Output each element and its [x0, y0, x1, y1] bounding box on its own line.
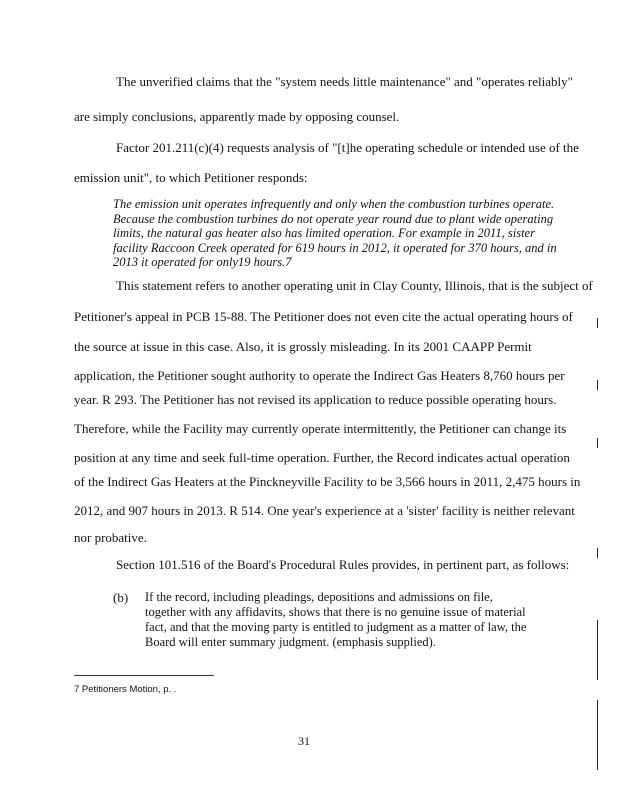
margin-mark [597, 548, 598, 558]
rule-line: Board will enter summary judgment. (emphasis supplied). [145, 635, 436, 649]
para3-line1: This statement refers to another operating unit in Clay County, Illinois, that is the subject of [116, 278, 593, 293]
margin-mark [597, 438, 598, 448]
rule-text [145, 590, 535, 650]
footnote: 7 Petitioners Motion, p. . [74, 684, 177, 695]
para4: Section 101.516 of the Board's Procedural Rules provides, in pertinent part, as follows: [116, 557, 570, 572]
rule-line: together with any affidavits, shows that there is no genuine issue of material [145, 605, 526, 619]
block-quote [113, 197, 557, 270]
page-number: 31 [298, 734, 310, 748]
quote-line: 2013 it operated for only19 hours.7 [113, 255, 292, 269]
margin-mark [597, 318, 598, 328]
para3-line7: position at any time and seek full-time operation. Further, the Record indicates actual operation [74, 450, 570, 465]
margin-mark [597, 620, 598, 680]
quote-line: Because the combustion turbines do not operate year round due to plant wide operating [113, 211, 554, 226]
quote-line: limits, the natural gas heater also has limited operation. For example in 2011, sister [113, 226, 535, 240]
quote-line: facility Raccoon Creek operated for 619 hours in 2012, it operated for 370 hours, and in [113, 240, 557, 255]
para3-line10: nor probative. [74, 530, 147, 545]
para3-line4: application, the Petitioner sought authority to operate the Indirect Gas Heaters 8,760 hours per [74, 368, 565, 383]
para3-line5: year. R 293. The Petitioner has not revised its application to reduce possible operating hours. [74, 392, 557, 407]
footnote-separator [74, 675, 214, 676]
margin-mark [597, 380, 598, 390]
para3-line9: 2012, and 907 hours in 2013. R 514. One year's experience at a 'sister' facility is neither relevant [74, 503, 575, 518]
rule-line: fact, and that the moving party is entitled to judgment as a matter of law, the [145, 620, 527, 634]
para1-line1: The unverified claims that the "system needs little maintenance" and "operates reliably" [116, 74, 573, 89]
para2-line2: emission unit", to which Petitioner responds: [74, 170, 308, 185]
margin-mark [597, 700, 598, 770]
para3-line2: Petitioner's appeal in PCB 15-88. The Petitioner does not even cite the actual operating hours of [74, 309, 573, 324]
para1-line2: are simply conclusions, apparently made by opposing counsel. [74, 109, 400, 124]
para3-line6: Therefore, while the Facility may currently operate intermittently, the Petitioner can change its [74, 421, 567, 436]
para3-line8: of the Indirect Gas Heaters at the Pinckneyville Facility to be 3,566 hours in 2011, 2,475 hours in [74, 474, 581, 489]
rule-marker: (b) [113, 590, 129, 605]
quote-line: The emission unit operates infrequently and only when the combustion turbines operate. [113, 197, 555, 211]
para3-line3: the source at issue in this case. Also, it is grossly misleading. In its 2001 CAAPP Permit [74, 339, 532, 354]
para2-line1: Factor 201.211(c)(4) requests analysis of "[t]he operating schedule or intended use of the [116, 140, 579, 155]
rule-line: If the record, including pleadings, depositions and admissions on file, [145, 590, 493, 604]
